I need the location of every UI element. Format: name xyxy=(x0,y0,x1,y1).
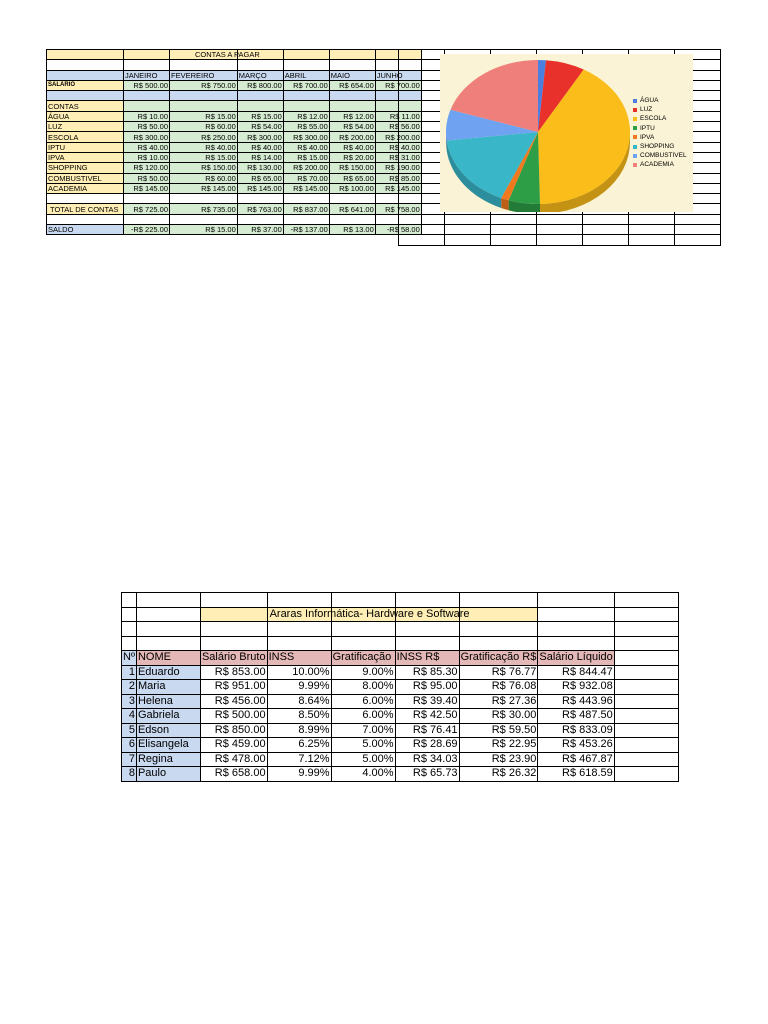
conta-value[interactable]: R$ 200.00 xyxy=(283,163,329,173)
conta-value[interactable]: R$ 11.00 xyxy=(375,111,421,121)
cell[interactable] xyxy=(537,214,583,224)
cell[interactable] xyxy=(614,680,678,695)
employee-cell[interactable]: 7.12% xyxy=(267,752,331,767)
conta-row xyxy=(47,132,422,142)
col-header[interactable]: INSS R$ xyxy=(395,651,459,666)
conta-value[interactable]: R$ 145.00 xyxy=(283,183,329,193)
total-value[interactable]: R$ 735.00 xyxy=(170,204,238,214)
saldo-value[interactable]: R$ 13.00 xyxy=(329,225,375,235)
cell[interactable] xyxy=(399,122,445,132)
employee-cell[interactable]: R$ 658.00 xyxy=(200,767,267,782)
salario-value[interactable]: R$ 800.00 xyxy=(237,80,283,90)
employee-cell[interactable]: R$ 487.50 xyxy=(538,709,614,724)
cell[interactable] xyxy=(614,723,678,738)
conta-value[interactable]: R$ 12.00 xyxy=(329,111,375,121)
employee-cell[interactable]: 8.00% xyxy=(331,680,395,695)
conta-value[interactable]: R$ 50.00 xyxy=(124,173,170,183)
conta-label[interactable]: COMBUSTIVEL xyxy=(47,173,124,183)
employee-cell[interactable]: R$ 500.00 xyxy=(200,709,267,724)
employee-cell[interactable]: R$ 85.30 xyxy=(395,665,459,680)
conta-value[interactable]: R$ 60.00 xyxy=(170,122,238,132)
employee-row xyxy=(122,694,679,709)
cell[interactable] xyxy=(399,50,445,60)
employee-row xyxy=(122,680,679,695)
employee-cell[interactable]: 6.25% xyxy=(267,738,331,753)
conta-value[interactable]: R$ 145.00 xyxy=(124,183,170,193)
month-header[interactable]: FEVEREIRO xyxy=(170,70,238,80)
conta-value[interactable]: R$ 20.00 xyxy=(329,152,375,162)
cell[interactable] xyxy=(124,50,170,60)
employee-cell[interactable]: R$ 850.00 xyxy=(200,723,267,738)
total-value[interactable]: R$ 725.00 xyxy=(124,204,170,214)
saldo-value[interactable]: -R$ 225.00 xyxy=(124,225,170,235)
month-header[interactable]: JUNHO xyxy=(375,70,421,80)
employee-name[interactable]: Elisangela xyxy=(136,738,200,753)
cell[interactable] xyxy=(399,225,445,235)
employee-row xyxy=(122,665,679,680)
legend-swatch xyxy=(633,163,637,167)
employee-cell[interactable]: 3 xyxy=(122,694,137,709)
cell[interactable] xyxy=(170,50,260,60)
employee-cell[interactable]: R$ 26.32 xyxy=(459,767,538,782)
cell[interactable] xyxy=(399,132,445,142)
cell[interactable] xyxy=(614,752,678,767)
col-header[interactable]: Gratificação xyxy=(331,651,395,666)
employee-cell[interactable]: 8.50% xyxy=(267,709,331,724)
saldo-row xyxy=(47,225,422,235)
employee-name[interactable]: Eduardo xyxy=(136,665,200,680)
employee-cell[interactable]: R$ 844.47 xyxy=(538,665,614,680)
saldo-value[interactable]: R$ 15.00 xyxy=(170,225,238,235)
legend-swatch xyxy=(633,117,637,121)
conta-row xyxy=(47,183,422,193)
cell[interactable] xyxy=(399,70,445,80)
conta-row xyxy=(47,173,422,183)
month-header[interactable]: ABRIL xyxy=(283,70,329,80)
conta-row xyxy=(47,111,422,121)
employee-name[interactable]: Paulo xyxy=(136,767,200,782)
conta-value[interactable]: R$ 65.00 xyxy=(329,173,375,183)
cell[interactable] xyxy=(399,101,445,111)
conta-value[interactable]: R$ 145.00 xyxy=(237,183,283,193)
employee-cell[interactable]: 8.99% xyxy=(267,723,331,738)
employee-name[interactable]: Edson xyxy=(136,723,200,738)
cell[interactable] xyxy=(445,235,491,245)
conta-value[interactable]: R$ 40.00 xyxy=(170,142,238,152)
legend-swatch xyxy=(633,108,637,112)
conta-row xyxy=(47,122,422,132)
cell[interactable] xyxy=(399,142,445,152)
cell[interactable] xyxy=(399,235,445,245)
cell[interactable] xyxy=(399,80,445,90)
employee-cell[interactable]: 6.00% xyxy=(331,694,395,709)
legend-item xyxy=(633,160,687,169)
legend-item xyxy=(633,124,687,133)
saldo-value[interactable]: -R$ 137.00 xyxy=(283,225,329,235)
cell[interactable] xyxy=(399,91,445,101)
employee-cell[interactable]: R$ 76.41 xyxy=(395,723,459,738)
conta-value[interactable]: R$ 15.00 xyxy=(283,152,329,162)
conta-value[interactable]: R$ 15.00 xyxy=(237,111,283,121)
cell[interactable] xyxy=(675,225,721,235)
legend-label: ESCOLA xyxy=(640,115,667,123)
conta-value[interactable]: R$ 145.00 xyxy=(375,183,421,193)
employee-cell[interactable]: 7.00% xyxy=(331,723,395,738)
contas-label[interactable]: CONTAS xyxy=(47,101,124,111)
employee-cell[interactable]: R$ 34.03 xyxy=(395,752,459,767)
conta-value[interactable]: R$ 200.00 xyxy=(329,132,375,142)
months-row xyxy=(47,70,422,80)
legend-swatch xyxy=(633,99,637,103)
conta-value[interactable]: R$ 40.00 xyxy=(375,142,421,152)
legend-item xyxy=(633,105,687,114)
employee-cell[interactable]: 7 xyxy=(122,752,137,767)
cell[interactable] xyxy=(399,152,445,162)
salario-value[interactable]: R$ 700.00 xyxy=(375,80,421,90)
conta-value[interactable]: R$ 50.00 xyxy=(124,122,170,132)
conta-row xyxy=(47,163,422,173)
employee-cell[interactable]: R$ 853.00 xyxy=(200,665,267,680)
employee-cell[interactable]: R$ 478.00 xyxy=(200,752,267,767)
col-header[interactable]: Nº xyxy=(123,651,135,664)
conta-label[interactable]: ACADEMIA xyxy=(47,183,124,193)
cell[interactable] xyxy=(583,214,629,224)
month-header[interactable]: MAIO xyxy=(329,70,375,80)
salario-value[interactable]: R$ 654.00 xyxy=(329,80,375,90)
cell[interactable] xyxy=(399,214,445,224)
employee-cell[interactable]: R$ 23.90 xyxy=(459,752,538,767)
conta-value[interactable]: R$ 60.00 xyxy=(170,173,238,183)
conta-value[interactable]: R$ 300.00 xyxy=(283,132,329,142)
title-row xyxy=(47,50,422,60)
conta-value[interactable]: R$ 12.00 xyxy=(283,111,329,121)
conta-label[interactable]: IPVA xyxy=(47,152,124,162)
cell[interactable] xyxy=(399,204,445,214)
legend-item xyxy=(633,133,687,142)
month-header[interactable]: MARÇO xyxy=(237,70,283,80)
pie-svg xyxy=(440,54,630,212)
employee-cell[interactable]: 2 xyxy=(122,680,137,695)
legend-label: IPVA xyxy=(640,133,655,141)
conta-value[interactable]: R$ 190.00 xyxy=(375,163,421,173)
cell[interactable] xyxy=(445,225,491,235)
employee-row xyxy=(122,752,679,767)
employee-cell[interactable]: 1 xyxy=(122,665,137,680)
employee-cell[interactable]: 8.64% xyxy=(267,694,331,709)
total-value[interactable]: R$ 763.00 xyxy=(237,204,283,214)
employee-row xyxy=(122,723,679,738)
chart-legend xyxy=(633,96,687,170)
cell[interactable] xyxy=(614,709,678,724)
conta-label[interactable]: SHOPPING xyxy=(47,163,124,173)
employee-name[interactable]: Gabriela xyxy=(136,709,200,724)
legend-item xyxy=(633,114,687,123)
cell[interactable] xyxy=(614,665,678,680)
conta-value[interactable]: R$ 145.00 xyxy=(170,183,238,193)
conta-value[interactable]: R$ 130.00 xyxy=(237,163,283,173)
col-header[interactable]: NOME xyxy=(136,651,200,666)
conta-value[interactable]: R$ 85.00 xyxy=(375,173,421,183)
col-header[interactable]: Gratificação R$ xyxy=(460,651,537,664)
saldo-value[interactable]: -R$ 58.00 xyxy=(375,225,421,235)
employee-cell[interactable]: 10.00% xyxy=(267,665,331,680)
cell[interactable] xyxy=(47,70,124,80)
conta-label[interactable]: IPTU xyxy=(47,142,124,152)
salario-value[interactable]: R$ 750.00 xyxy=(170,80,238,90)
cell[interactable] xyxy=(491,225,537,235)
cell[interactable] xyxy=(399,111,445,121)
conta-value[interactable]: R$ 56.00 xyxy=(375,122,421,132)
total-label[interactable]: TOTAL DE CONTAS xyxy=(47,204,124,214)
employee-cell[interactable]: R$ 951.00 xyxy=(200,680,267,695)
conta-value[interactable]: R$ 300.00 xyxy=(237,132,283,142)
conta-value[interactable]: R$ 54.00 xyxy=(237,122,283,132)
sheet-title: CONTAS A PAGAR xyxy=(195,50,260,60)
col-header[interactable]: Salário Líquido xyxy=(539,651,613,664)
legend-item xyxy=(633,142,687,151)
employee-cell[interactable]: R$ 459.00 xyxy=(200,738,267,753)
legend-label: LUZ xyxy=(640,106,653,114)
employee-cell[interactable]: R$ 27.36 xyxy=(459,694,538,709)
employee-cell[interactable]: R$ 467.87 xyxy=(538,752,614,767)
saldo-value[interactable]: R$ 37.00 xyxy=(237,225,283,235)
employee-name[interactable]: Maria xyxy=(136,680,200,695)
total-value[interactable]: R$ 837.00 xyxy=(283,204,329,214)
conta-value[interactable]: R$ 150.00 xyxy=(170,163,238,173)
legend-label: ÁGUA xyxy=(640,97,659,104)
salario-value[interactable]: R$ 500.00 xyxy=(124,80,170,90)
employee-cell[interactable]: R$ 22.95 xyxy=(459,738,538,753)
cell[interactable] xyxy=(329,50,375,60)
employee-cell[interactable]: 4.00% xyxy=(331,767,395,782)
cell[interactable] xyxy=(629,235,675,245)
conta-value[interactable]: R$ 200.00 xyxy=(375,132,421,142)
company-row xyxy=(122,607,679,622)
month-header[interactable]: JANEIRO xyxy=(124,70,170,80)
conta-value[interactable]: R$ 150.00 xyxy=(329,163,375,173)
total-value[interactable]: R$ 641.00 xyxy=(329,204,375,214)
employee-cell[interactable]: R$ 932.08 xyxy=(538,680,614,695)
contas-a-pagar-table xyxy=(46,49,422,235)
employee-cell[interactable]: 8 xyxy=(122,767,137,782)
col-header[interactable]: INSS xyxy=(267,651,331,666)
employee-cell[interactable]: 5.00% xyxy=(331,738,395,753)
employee-name[interactable]: Regina xyxy=(136,752,200,767)
conta-row xyxy=(47,152,422,162)
employee-name[interactable]: Helena xyxy=(136,694,200,709)
cell[interactable] xyxy=(267,607,470,622)
employee-cell[interactable]: R$ 453.26 xyxy=(538,738,614,753)
employee-cell[interactable]: 9.00% xyxy=(331,665,395,680)
conta-value[interactable]: R$ 40.00 xyxy=(237,142,283,152)
employee-cell[interactable]: 9.99% xyxy=(267,680,331,695)
conta-value[interactable]: R$ 100.00 xyxy=(329,183,375,193)
employee-cell[interactable]: R$ 30.00 xyxy=(459,709,538,724)
total-row xyxy=(47,204,422,214)
employee-cell[interactable]: R$ 833.09 xyxy=(538,723,614,738)
employee-row xyxy=(122,709,679,724)
employee-row xyxy=(122,738,679,753)
cell[interactable] xyxy=(47,50,124,60)
header-row xyxy=(122,651,679,666)
conta-value[interactable]: R$ 10.00 xyxy=(124,152,170,162)
legend-label: ACADEMIA xyxy=(640,161,674,169)
cell[interactable] xyxy=(583,225,629,235)
legend-label: COMBUSTIVEL xyxy=(640,152,687,160)
cell[interactable] xyxy=(629,214,675,224)
conta-value[interactable]: R$ 40.00 xyxy=(283,142,329,152)
expenses-pie-chart[interactable] xyxy=(440,54,693,212)
employee-cell[interactable]: R$ 443.96 xyxy=(538,694,614,709)
legend-swatch xyxy=(633,126,637,130)
conta-label[interactable]: ÁGUA xyxy=(47,111,124,121)
employee-cell[interactable]: R$ 65.73 xyxy=(395,767,459,782)
cell[interactable] xyxy=(399,60,445,70)
folha-pagamento-table xyxy=(121,592,679,782)
employee-cell[interactable]: R$ 618.59 xyxy=(538,767,614,782)
cell[interactable] xyxy=(614,767,678,782)
salario-row xyxy=(47,80,422,90)
legend-label: SHOPPING xyxy=(640,143,675,151)
conta-label[interactable]: LUZ xyxy=(47,122,124,132)
conta-value[interactable]: R$ 40.00 xyxy=(329,142,375,152)
employee-cell[interactable]: R$ 76.77 xyxy=(459,665,538,680)
employee-cell[interactable]: R$ 456.00 xyxy=(200,694,267,709)
cell[interactable] xyxy=(614,738,678,753)
cell[interactable] xyxy=(399,183,445,193)
cell[interactable] xyxy=(614,651,678,666)
company-title: Araras Informática- Hardware e Software xyxy=(269,607,470,620)
employee-cell[interactable]: 4 xyxy=(122,709,137,724)
employee-cell[interactable]: R$ 59.50 xyxy=(459,723,538,738)
saldo-label[interactable]: SALDO xyxy=(47,225,124,235)
legend-swatch xyxy=(633,145,637,149)
employee-cell[interactable]: 6 xyxy=(122,738,137,753)
employee-cell[interactable]: R$ 42.50 xyxy=(395,709,459,724)
employee-cell[interactable]: 6.00% xyxy=(331,709,395,724)
conta-value[interactable]: R$ 250.00 xyxy=(170,132,238,142)
legend-swatch xyxy=(633,135,637,139)
cell[interactable] xyxy=(445,214,491,224)
conta-value[interactable]: R$ 15.00 xyxy=(170,152,238,162)
conta-value[interactable]: R$ 54.00 xyxy=(329,122,375,132)
employee-cell[interactable]: R$ 28.69 xyxy=(395,738,459,753)
conta-value[interactable]: R$ 15.00 xyxy=(170,111,238,121)
conta-value[interactable]: R$ 40.00 xyxy=(124,142,170,152)
legend-label: IPTU xyxy=(640,124,655,132)
conta-value[interactable]: R$ 65.00 xyxy=(237,173,283,183)
conta-row xyxy=(47,142,422,152)
employee-row xyxy=(122,767,679,782)
employee-cell[interactable]: 9.99% xyxy=(267,767,331,782)
cell[interactable] xyxy=(491,214,537,224)
cell[interactable] xyxy=(537,235,583,245)
cell[interactable] xyxy=(283,50,329,60)
legend-swatch xyxy=(633,154,637,158)
salario-value[interactable]: R$ 700.00 xyxy=(283,80,329,90)
salario-label[interactable]: SALÁRIO xyxy=(47,80,124,90)
employee-cell[interactable]: R$ 76.08 xyxy=(459,680,538,695)
conta-value[interactable]: R$ 300.00 xyxy=(124,132,170,142)
cell[interactable] xyxy=(675,214,721,224)
cell[interactable] xyxy=(399,173,445,183)
conta-value[interactable]: R$ 31.00 xyxy=(375,152,421,162)
employee-cell[interactable]: 5.00% xyxy=(331,752,395,767)
employee-cell[interactable]: 5 xyxy=(122,723,137,738)
conta-value[interactable]: R$ 55.00 xyxy=(283,122,329,132)
col-header[interactable]: Salário Bruto xyxy=(201,651,266,664)
cell[interactable] xyxy=(614,694,678,709)
cell[interactable] xyxy=(675,235,721,245)
employee-cell[interactable]: R$ 39.40 xyxy=(395,694,459,709)
conta-value[interactable]: R$ 120.00 xyxy=(124,163,170,173)
conta-value[interactable]: R$ 10.00 xyxy=(124,111,170,121)
cell[interactable] xyxy=(629,225,675,235)
cell[interactable] xyxy=(537,225,583,235)
total-value[interactable]: R$ 758.00 xyxy=(375,204,421,214)
legend-item xyxy=(633,96,687,105)
conta-value[interactable]: R$ 14.00 xyxy=(237,152,283,162)
contas-header-row xyxy=(47,101,422,111)
cell[interactable] xyxy=(399,194,445,204)
cell[interactable] xyxy=(583,235,629,245)
conta-label[interactable]: ESCOLA xyxy=(47,132,124,142)
cell[interactable] xyxy=(399,163,445,173)
legend-item xyxy=(633,151,687,160)
conta-value[interactable]: R$ 70.00 xyxy=(283,173,329,183)
employee-cell[interactable]: R$ 95.00 xyxy=(395,680,459,695)
cell[interactable] xyxy=(491,235,537,245)
